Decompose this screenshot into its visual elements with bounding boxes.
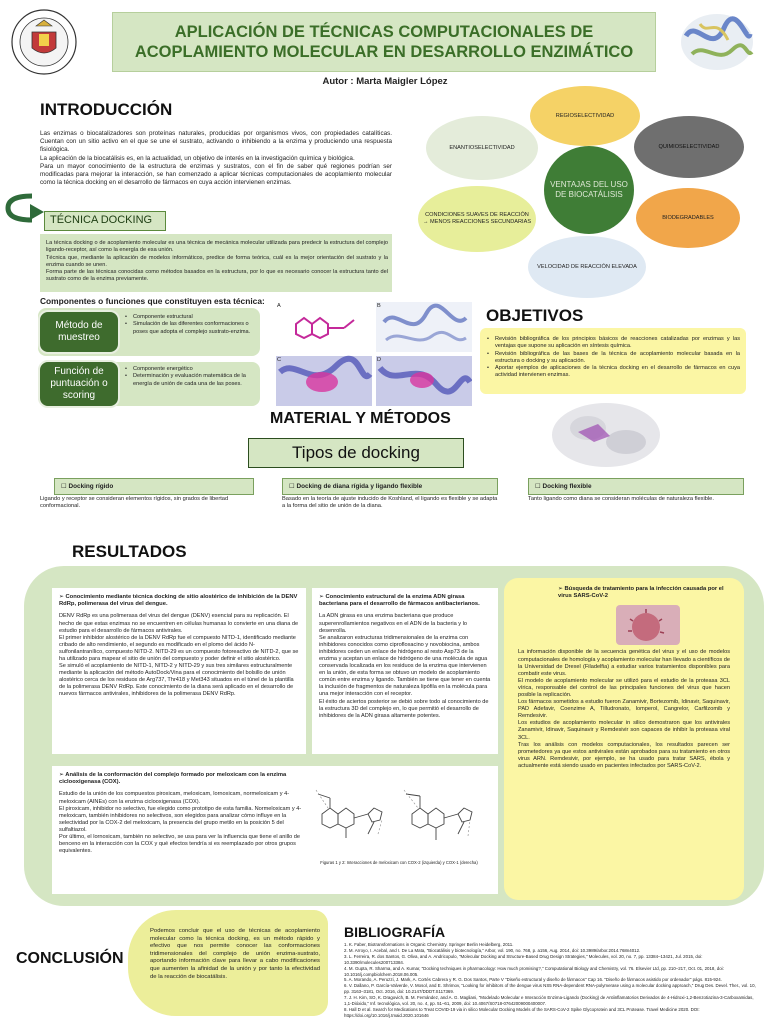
result-card-sars xyxy=(504,578,744,900)
result-title-text: Búsqueda de tratamiento para la infección causada por el virus SARS-CoV-2 xyxy=(558,586,724,600)
ventaja-regioselectividad xyxy=(530,86,640,146)
meloxicam-figure xyxy=(308,774,490,870)
docking-type-rigido: ☐ Docking rígido xyxy=(54,478,254,495)
result-paragraph: DENV RdRp es una polimerasa del virus del dengue (DENV) esencial para su replicación. El hecho de que estas enzimas no se encuentren en células humanas lo convierte en una diana de estudio para el desarrollo de fármacos antivirales. xyxy=(59,613,299,634)
docking-type-flexible: ☐ Docking flexible xyxy=(528,478,744,495)
objetivos-list xyxy=(486,336,740,380)
tipos-docking-title: Tipos de docking xyxy=(292,443,420,462)
result-card-title: ➢ Conocimiento mediante técnica docking de sitio alostérico de inhibición de la DENV RdRp, polimerasa del virus del dengue. xyxy=(59,594,298,608)
ventaja-biodegradables xyxy=(636,188,740,248)
objetivo-item: • Revisión bibliográfica de las bases de la técnica de acoplamiento molecular basada en la estructura o docking y su aplicación. xyxy=(486,351,740,366)
ventaja-text: BIODEGRADABLES xyxy=(662,214,714,221)
bibliography-item: 4. M. Gupta, R. Sharma, and A. Kumar, "Docking techniques in pharmacology: How much promising?," Computational Biology and Chemistry, vol. 76. Elsevier Ltd, pp. 210–217, Oct. 01, 2018, doi: 10.1016/j.compbiolchem.2018.06.005. xyxy=(344,965,724,977)
bibliography-list xyxy=(344,942,758,1019)
components-heading: Componentes o funciones que constituyen esta técnica: xyxy=(40,296,265,306)
ventaja-text: QUIMIOSELECTIVIDAD xyxy=(658,143,720,150)
objetivo-item: • Aportar ejemplos de aplicaciones de la técnica docking en el desarrollo de fármacos en cuya actividad intervienen enzimas. xyxy=(486,365,740,380)
result-paragraph: Por último, el lornoxicam, también no selectivo, se usa para ver la influencia que tiene el anillo de benceno en la interacción con la COX y qué efectos tendría si es reemplazado por otros grupos equivalentes. xyxy=(59,833,300,855)
result-paragraph: El éxito de aciertos posterior se debió sobre todo al conocimiento de la estructura 3D del complejo en, lo que permitió el desarrollo de inhibidores de la ADN girasa altamente potentes. xyxy=(319,698,489,719)
figure-label: D xyxy=(377,357,382,363)
result-paragraph: La información disponible de la secuencia genética del virus y el uso de modelos computacionales de homología y acoplamiento molecular han llevado a científicos de la Universidad de Drexel (Filadelfia) a estudiar varios tratamientos disponibles para combatir este virus. xyxy=(518,649,730,677)
ventaja-quimioselectividad xyxy=(634,116,744,178)
ventajas-center xyxy=(544,146,634,234)
ventaja-text: VELOCIDAD DE REACCIÓN ELEVADA xyxy=(537,263,637,270)
component-label-text: Función de puntuación o scoring xyxy=(50,366,108,401)
curved-arrow-icon xyxy=(2,190,48,226)
component-label-scoring xyxy=(38,360,120,408)
coronavirus-image xyxy=(616,605,680,645)
bibliography-item: 6. V. Dallano, P. García-Valverde, V. Mosol, and E. Shrimov, "Looking for inhibitors of the dengue virus NS5 RNA-dependent RNA-polymerase using a molecular docking approach," Drug Des. Devel. Ther., vol. 10, pp. 3163–3181, Oct. 2016, doi: 10.2147/DDDT.S117369. xyxy=(344,983,756,995)
figure-label: C xyxy=(277,357,282,363)
protein-surface-image xyxy=(548,398,664,472)
tipos-docking-banner xyxy=(248,438,464,468)
result-paragraph: Los fármacos sometidos a estudio fueron Zanamivir, Bortezomib, Idinavir, Saquinavir, PAD Adefavir, Coenzime A, Tilludronato, Iomperol, Cangrelor, Carfilzomib y Remdesivir. xyxy=(518,699,730,720)
results-heading: RESULTADOS xyxy=(72,542,187,561)
docking-type-text: Ligando y receptor se consideran elementos rígidos, sin grados de libertad conformacional. xyxy=(40,496,229,510)
bibliography-item: 5. A. Morando, A. Peruzzi, J. Mark, A. Cortés Cabrera y R. G. Dos Santos, Parte V "Diseño estructural y diseño de fármacos" Cap 16. "Diseño de fármacos asistido por ordenador" págs. 815-924. xyxy=(344,977,722,983)
result-card-title: ➢ Búsqueda de tratamiento para la infección causada por el virus SARS-CoV-2 xyxy=(558,586,724,600)
ventaja-velocidad xyxy=(528,236,646,298)
component-item: • Determinación y evaluación matemática de la energía de unión de cada una de las poses. xyxy=(124,373,258,388)
docking-description xyxy=(46,240,388,284)
result-paragraph: Se simuló el acoplamiento de NITD-1, NITD-2 y NITD-29 y sus tres similares estructuralmente mediante la aplicación del método AutoDock/Vina para el conocimiento del bolsillo de unión alostérico cerca de los residuos de Arg737, Thr418 y Met343 situados en el túnel de la plantilla de la polimerasa DENV RdRp. Este conocimiento de la diana será aplicado en el desarrollo de nuevos fármacos antivirales, inhibidores de la polimerasa DENV RdRp. xyxy=(59,663,294,698)
bibliography-item: 1. K. Faber, Biotransformations in Organic Chemistry. Springer Berlin Heidelberg, 2011. xyxy=(344,942,514,947)
objetivo-item: • Revisión bibliográfica de los principios básicos de reacciones catalizadas por enzimas y las ventajas que supone su aplicación en síntesis química. xyxy=(486,336,740,351)
component-label-text: Método de muestreo xyxy=(55,320,103,343)
result-title-text: Análisis de la conformación del complejo formado por meloxicam con la enzima ciclooxigenasa (COX). xyxy=(59,772,287,786)
author-line: Autor : Marta Maigler López xyxy=(322,76,448,87)
component-item: • Componente estructural xyxy=(124,314,258,321)
result-paragraph: Los estudios de acoplamiento molecular in silico demostraron que los antivirales Zanamivir, Idinavir, Saquinavir y Remdesivir son capaces de inhibir la proteasa viral 3CL. xyxy=(518,720,730,741)
figure-label: A xyxy=(277,303,281,309)
intro-paragraph: La aplicación de la biocatálisis es, en la actualidad, un objetivo de interés en la investigación química y biológica. xyxy=(40,154,355,162)
result-title-text: Conocimiento estructural de la enzima ADN girasa bacteriana para el desarrollo de fármacos antibacterianos. xyxy=(319,594,480,608)
result-paragraph: La ADN girasa es una enzima bacteriana que produce superenrollamientos negativos en el ADN de la bacteria y lo desenrolla. xyxy=(319,613,468,634)
conclusion-text: Podemos concluir que el uso de técnicas de acoplamiento molecular como la técnica docking, es un método rápido y efectivo que nos permite conocer las conformaciones tridimensionales del complejo de unión enzima-sustrato, aportando información clave para llevar a cabo modificaciones que aumenten la afinidad de la unión y por tanto la efectividad de la reacción de biocatálisis. xyxy=(150,928,320,980)
ventajas-center-text: VENTAJAS DEL USO DE BIOCATÁLISIS xyxy=(550,180,628,199)
docking-type-text: Basado en la teoría de ajuste inducido de Koshland, el ligando es flexible y se adapta a la forma del sitio de unión de la diana. xyxy=(282,496,498,510)
bibliography-heading: BIBLIOGRAFÍA xyxy=(344,924,446,940)
docking-type-text: Tanto ligando como diana se consideran moléculas de naturaleza flexible. xyxy=(528,496,714,502)
result-paragraph: Se analizaron estructuras tridimensionales de la enzima con inhibidores conocidos como ciprofloxacino y novobiocina, ambos inhibidores ceden un enlace de hidrógeno al resto Asp73 de la enzima y aceptan un enlace de hidrógeno de una molécula de agua conservada localizada en los residuos de la enzima que intervienen en la unión, de esta forma se obtuvo un modelo de acoplamiento común entre enzima y ligando. También se tiene que tener en cuenta la inclusión de fragmentos de naturaleza lipófila en la molécula para una mejor interacción con el receptor. xyxy=(319,634,491,698)
university-seal xyxy=(10,8,78,76)
docking-heading: TÉCNICA DOCKING xyxy=(50,214,153,226)
result-card-title: ➢ Análisis de la conformación del complejo formado por meloxicam con la enzima ciclooxigenasa (COX). xyxy=(59,772,287,786)
ventaja-text: ENANTIOSELECTIVIDAD xyxy=(449,144,515,151)
intro-paragraph: Para un mayor conocimiento de la estructura de enzimas y sustratos, con el fin de saber qué regiones podrían ser modificadas para mejorar la interacción, se han comenzado a aplicar técnicas computacionales de acoplamiento molecular como la técnica docking en el desarrollo de fármacos en cuya acción intervienen enzimas. xyxy=(40,162,392,187)
figure-caption: Figuras 1 y 2: Interacciones de meloxicam con COX-2 (izquierda) y COX-1 (derecha) xyxy=(320,860,478,865)
result-card-title: ➢ Conocimiento estructural de la enzima ADN girasa bacteriana para el desarrollo de fármacos antibacterianos. xyxy=(319,594,480,608)
component-item: • Componente energético xyxy=(124,366,258,373)
docking-paragraph: La técnica docking o de acoplamiento molecular es una técnica de mecánica molecular utilizada para predecir la estructura del complejo ligando-receptor, así como la energía de esa unión. xyxy=(46,240,388,254)
result-paragraph: Tras los análisis con modelos computacionales, los resultados parecen ser prometedores ya que estos antivirales están aprobados para su tratamiento en otros virus ARN. Remdesivir, por ejemplo, se ha usado para tratar SARS, ébola y actualmente está siendo usado en pacientes infectados por SARS-CoV-2. xyxy=(518,741,730,769)
bibliography-item: 2. M. Arroyo, I. Acebal, and I. De La Mata, "Biocatálisis y biotecnología," Arbor, vol. 190, no. 768, p. a156, Aug. 2014, doi: 10.3989/arbor.2014.768n4012. xyxy=(344,947,641,953)
component-items-muestreo xyxy=(124,314,258,336)
objetivos-heading: OBJETIVOS xyxy=(486,306,584,325)
docking-paragraph: Técnica que, mediante la aplicación de modelos informáticos, predice de forma teórica, cuál es la mejor orientación del sustrato y la enzima cuando se unen. xyxy=(46,254,388,268)
intro-body xyxy=(40,130,392,187)
header-protein-image xyxy=(672,6,762,78)
ventaja-text: CONDICIONES SUAVES DE REACCIÓN → MENOS REACCIONES SECUNDARIAS xyxy=(422,212,532,225)
result-paragraph: El modelo de acoplamiento molecular se utilizó para el estudio de la proteasa 3CL vírica, responsable del control de las principales funciones del virus que hacen posible la replicación. xyxy=(518,677,730,698)
intro-heading: INTRODUCCIÓN xyxy=(40,100,173,119)
conclusion-heading: CONCLUSIÓN xyxy=(16,950,124,967)
result-paragraph: El piroxicam, inhibidor no selectivo, fue elegido como prototipo de esta familia. Normeloxicam y 4-meloxicam, también inhibidores no selectivos, son elegidos para analizar cómo influye en la selectividad por la COX-2 del meloxicam, la presencia del grupo metilo en la posición 5 del sulfaltiazol. xyxy=(59,805,302,833)
ventaja-text: REGIOSELECTIVIDAD xyxy=(555,112,615,119)
result-title-text: Conocimiento mediante técnica docking de sitio alostérico de inhibición de la DENV RdRp, polimerasa del virus del dengue. xyxy=(59,594,298,608)
poster-title: APLICACIÓN DE TÉCNICAS COMPUTACIONALES DE ACOPLAMIENTO MOLECULAR EN DESARROLLO ENZIMÁTICO xyxy=(134,23,634,61)
bibliography-item: 3. L. Ferreira, R. dos Santos, G. Oliva, and A. Andricopulo, "Molecular Docking and Structure-Based Drug Design Strategies," Molecules, vol. 20, no. 7, pp. 13384–13421, Jul. 2015, doi: 10.3390/molecules200713384. xyxy=(344,953,703,965)
component-item: • Simulación de las diferentes conformaciones o poses que adopta el complejo sustrato-enzima. xyxy=(124,321,258,336)
component-label-muestreo xyxy=(38,310,120,354)
figure-label: B xyxy=(377,303,381,309)
result-card-girasa xyxy=(312,588,498,754)
docking-paragraph: Forma parte de las técnicas conocidas como métodos basados en la estructura, por lo que es necesario conocer la estructura tanto del sustrato como de la enzima previamente. xyxy=(46,269,388,283)
ventaja-enantioselectividad xyxy=(426,116,538,180)
bibliography-item: 7. J. H. Kim, SO, K. Dragovich, B. M. Fernández, and A. G. Magliani, "Modelado Molecular e Interacción Enzima-Ligando (Docking) de Antiinflamatorios Derivados de 4-Hidroxi-1,2-Benzotiazina-3-Carboxamidas, 1,1-Dióxido," Inf. tecnológica, vol. 20, no. 4, pp. 51–61, 2009, doi: 10.4067/S0718-07642009000400007. xyxy=(344,995,754,1007)
docking-type-diana-rigida: ☐ Docking de diana rígida y ligando flexible xyxy=(282,478,498,495)
bibliography-item: 8. Hall D et al. Search for Medications to Treat COVID-19 via in silico Molecular Docking Models of the SARS-CoV-2 Spike Glycoprotein and 3CL Protease. Travel Medicine 2020. DOI: https://doi.org/10.1016/j.tmaid.2020.101646 xyxy=(344,1006,700,1018)
result-card-meloxicam xyxy=(52,766,498,894)
intro-paragraph: Las enzimas o biocatalizadores son proteínas naturales, producidas por organismos vivos, con propiedades catalíticas. Cuentan con un sitio activo en el que se une el sustrato, activando o inhibiendo a la enzima y produciendo una respuesta fisiológica. xyxy=(40,130,392,154)
result-card-dengue xyxy=(52,588,306,754)
result-paragraph: Estudio de la unión de los compuestos piroxicam, meloxicam, lornoxicam, normeloxicam y 4-meloxicam (AINEs) con la enzima ciclooxigenasa (COX). xyxy=(59,791,290,805)
result-paragraph: El primer inhibidor alostérico de la DENV RdRp fue el compuesto NITD-1, identificado mediante cribado de alto rendimiento, el segundo es modificado en el plomo del ácido N-sulfonilantranílico, compuesto NITD-2. NITD-29 es un compuesto fotoreactivo de NITD-2, que se ha utilizado para mapear el sitio de unión del compuesto y poder definir el sitio alostérico. xyxy=(59,634,299,662)
component-items-scoring xyxy=(124,366,258,388)
methods-heading: MATERIAL Y MÉTODOS xyxy=(270,410,451,427)
ventaja-condiciones xyxy=(418,186,536,252)
docking-figure xyxy=(276,302,472,406)
